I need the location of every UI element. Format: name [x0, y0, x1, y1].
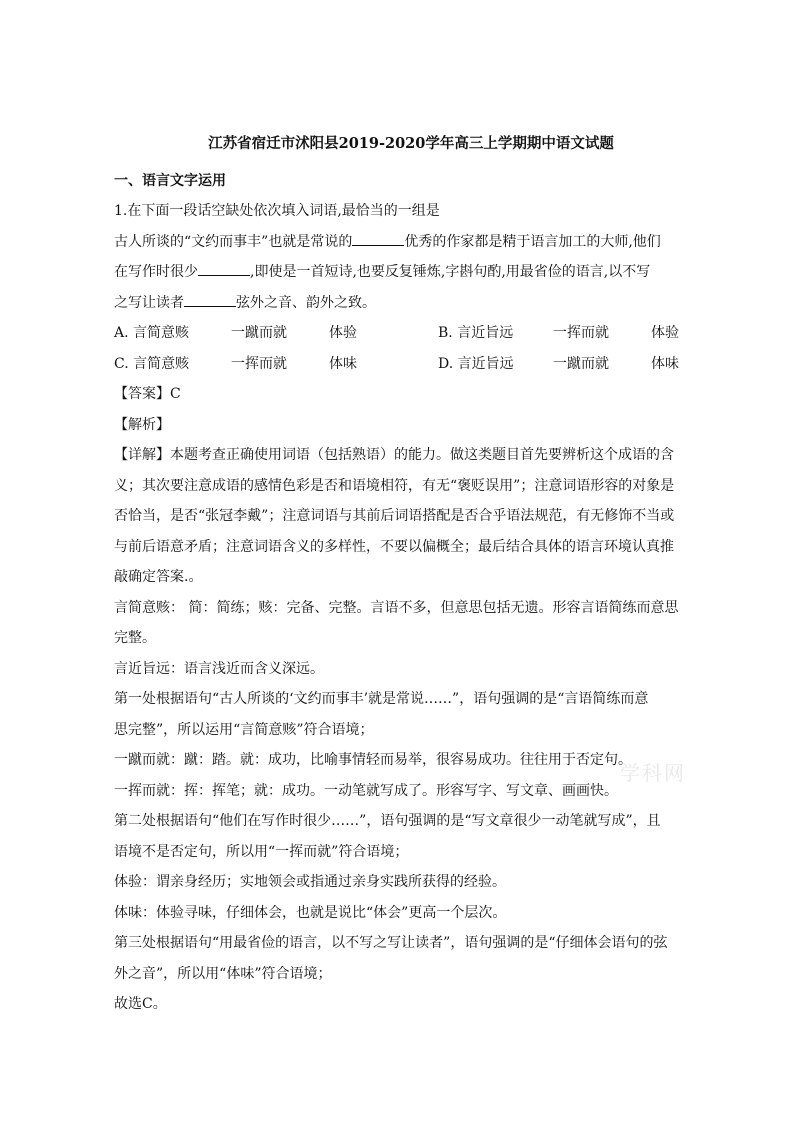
explanation-line: 与前后语意矛盾；注意词语含义的多样性，不要以偏概全；最后结合具体的语言环境认真推: [114, 538, 674, 555]
explanation-line: 敲确定答案.。: [114, 569, 203, 585]
explanation-line: 一挥而就：挥：挥笔；就：成功。一动笔就写成了。形容写字、写文章、画画快。: [114, 782, 618, 799]
explanation-line: 否恰当，是否“张冠李戴”；注意词语与其前后词语搭配是否合乎语法规范，有无修饰不当或: [114, 508, 675, 524]
fill-blank-2: [198, 261, 250, 276]
option-b-word-3: 体验: [651, 325, 679, 341]
analysis-label: 【解析】: [114, 416, 170, 433]
explanation-line: 义；其次要注意成语的感情色彩是否和语境相符，有无“褒贬误用”；注意词语形容的对象是: [114, 477, 675, 494]
option-c-word-2: 一挥而就: [231, 355, 287, 372]
option-b-word-2: 一挥而就: [553, 325, 609, 341]
explanation-line: 第三处根据语句“用最省俭的语言，以不写之写让读者”，语句强调的是“仔细体会语句的弦: [114, 935, 668, 951]
explanation-line: 言简意赅： 简：简练；赅：完备、完整。言语不多，但意思包括无遗。形容言语简练而意思: [114, 599, 679, 616]
passage-line-2: [114, 257, 682, 288]
explanation-line: 思完整”，所以运用“言简意赅”符合语境；: [114, 721, 374, 738]
option-d-word-3: 体味: [651, 355, 679, 372]
explanation-line: 第一处根据语句“古人所谈的‘文约而事丰’就是常说……”，语句强调的是“言语简练而意: [114, 691, 649, 707]
question-stem: 1.在下面一段话空缺处依次填入词语,最恰当的一组是: [114, 203, 440, 219]
option-c: C. 言简意赅: [114, 355, 190, 372]
passage-text: 古人所谈的“文约而事丰”也就是常说的: [114, 233, 353, 250]
explanation-line: 一蹴而就：蹴：踏。就：成功，比喻事情轻而易举，很容易成功。往往用于否定句。: [114, 752, 632, 768]
options-row-1: [114, 318, 682, 349]
option-d: D. 言近旨远: [438, 355, 514, 372]
explanation-line: 第二处根据语句“他们在写作时很少……”，语句强调的是“写文章很少一动笔就写成”，且: [114, 813, 661, 829]
explanation-line: 故选C。: [114, 996, 167, 1012]
fill-blank-1: [352, 231, 404, 246]
section-heading: 一、语言文字运用: [114, 173, 226, 189]
passage-text: 优秀的作家都是精于语言加工的大师,他们: [404, 233, 661, 250]
passage-line-1: [114, 227, 682, 258]
document-content: [114, 132, 682, 1020]
option-b: B. 言近旨远: [438, 325, 514, 341]
passage-text: 在写作时很少: [114, 264, 198, 280]
option-c-word-3: 体味: [329, 355, 357, 372]
explanation-line: 语境不是否定句，所以用“一挥而就”符合语境；: [114, 843, 409, 860]
passage-line-3: [114, 288, 682, 319]
answer-line: 【答案】C: [114, 386, 181, 402]
watermark: 学科网: [620, 761, 686, 785]
explanation-line: 完整。: [114, 630, 156, 646]
option-a: A. 言简意赅: [114, 325, 190, 341]
option-a-word-3: 体验: [329, 325, 357, 341]
explanation-line: 外之音”，所以用“体味”符合语境；: [114, 965, 332, 982]
option-a-word-2: 一蹴而就: [231, 325, 287, 341]
passage-text: 弦外之音、韵外之致。: [236, 294, 376, 311]
explanation-line: 体味：体验寻味，仔细体会，也就是说比“体会”更高一个层次。: [114, 904, 507, 921]
explanation-line: 【详解】本题考查正确使用词语（包括熟语）的能力。做这类题目首先要辨析这个成语的含: [114, 447, 674, 463]
option-d-word-2: 一蹴而就: [553, 355, 609, 372]
document-title: 江苏省宿迁市沭阳县2019-2020学年高三上学期期中语文试题: [208, 135, 614, 152]
passage-text: ,即使是一首短诗,也要反复锤炼,字斟句酌,用最省俭的语言,以不写: [250, 264, 651, 280]
options-row-2: [114, 349, 682, 380]
explanation-line: 言近旨远：语言浅近而含义深远。: [114, 660, 324, 677]
explanation-line: 体验：谓亲身经历；实地领会或指通过亲身实践所获得的经验。: [114, 874, 506, 890]
fill-blank-3: [184, 292, 236, 307]
passage-text: 之写让读者: [114, 294, 184, 311]
